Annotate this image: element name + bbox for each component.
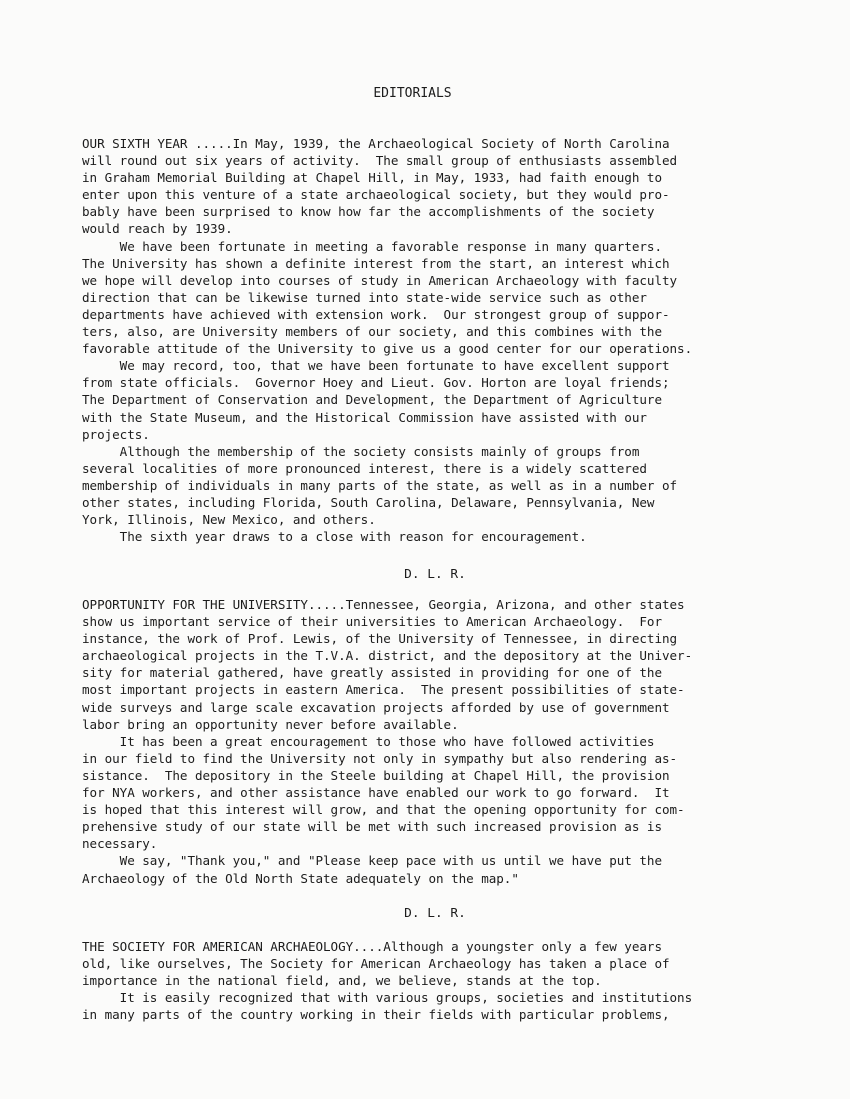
text-line: in many parts of the country working in their fields with particular problems,	[82, 1007, 670, 1023]
editorial-opportunity-university	[82, 596, 782, 887]
text-line: we hope will develop into courses of study in American Archaeology with faculty	[82, 272, 678, 288]
text-line: direction that can be likewise turned into state-wide service such as other	[82, 289, 647, 305]
text-line: prehensive study of our state will be met with such increased provision as is	[82, 819, 662, 835]
text-line: membership of individuals in many parts of the state, as well as in a number of	[82, 477, 678, 493]
signature-2: D. L. R.	[404, 906, 466, 921]
text-line: wide surveys and large scale excavation projects afforded by use of government	[82, 699, 670, 715]
text-line: is hoped that this interest will grow, and that the opening opportunity for com-	[82, 802, 685, 818]
text-line: Although the membership of the society consists mainly of groups from	[82, 443, 640, 459]
text-line: necessary.	[82, 836, 158, 852]
text-line: favorable attitude of the University to give us a good center for our operations.	[82, 341, 693, 357]
page-title: EDITORIALS	[373, 86, 452, 101]
text-line: The sixth year draws to a close with reason for encouragement.	[82, 529, 587, 545]
text-line: Archaeology of the Old North State adequately on the map."	[82, 870, 519, 886]
text-line: most important projects in eastern America. The present possibilities of state-	[82, 682, 685, 698]
text-line: several localities of more pronounced interest, there is a widely scattered	[82, 460, 647, 476]
text-line: archaeological projects in the T.V.A. district, and the depository at the Univer-	[82, 648, 693, 664]
text-line: other states, including Florida, South Carolina, Delaware, Pennsylvania, New	[82, 494, 655, 510]
text-line: OUR SIXTH YEAR .....In May, 1939, the Archaeological Society of North Carolina	[82, 136, 670, 151]
text-line: in our field to find the University not only in sympathy but also rendering as-	[82, 750, 678, 766]
text-line: The University has shown a definite interest from the start, an interest which	[82, 255, 670, 271]
text-line: would reach by 1939.	[82, 221, 233, 237]
text-line: sity for material gathered, have greatly assisted in providing for one of the	[82, 665, 662, 681]
text-line: It is easily recognized that with various groups, societies and institutions	[82, 990, 693, 1006]
text-line: with the State Museum, and the Historical Commission have assisted with our	[82, 409, 647, 425]
text-line: labor bring an opportunity never before available.	[82, 716, 459, 732]
text-line: for NYA workers, and other assistance have enabled our work to go forward. It	[82, 785, 670, 801]
text-line: THE SOCIETY FOR AMERICAN ARCHAEOLOGY....Although a youngster only a few years	[82, 939, 662, 954]
text-line: show us important service of their universities to American Archaeology. For	[82, 614, 662, 630]
editorial-sixth-year	[82, 135, 782, 545]
text-line: It has been a great encouragement to those who have followed activities	[82, 733, 655, 749]
text-line: We have been fortunate in meeting a favorable response in many quarters.	[82, 238, 662, 254]
signature-1: D. L. R.	[404, 567, 466, 582]
text-line: OPPORTUNITY FOR THE UNIVERSITY.....Tennessee, Georgia, Arizona, and other states	[82, 597, 685, 612]
text-line: departments have achieved with extension work. Our strongest group of suppor-	[82, 306, 670, 322]
text-line: will round out six years of activity. The small group of enthusiasts assembled	[82, 153, 678, 169]
text-line: in Graham Memorial Building at Chapel Hill, in May, 1933, had faith enough to	[82, 170, 662, 186]
text-line: bably have been surprised to know how far the accomplishments of the society	[82, 204, 655, 220]
text-line: from state officials. Governor Hoey and Lieut. Gov. Horton are loyal friends;	[82, 375, 670, 391]
text-line: We may record, too, that we have been fortunate to have excellent support	[82, 358, 670, 374]
text-line: importance in the national field, and, we believe, stands at the top.	[82, 973, 602, 989]
text-line: We say, "Thank you," and "Please keep pace with us until we have put the	[82, 853, 662, 869]
text-line: ters, also, are University members of our society, and this combines with the	[82, 324, 662, 340]
text-line: enter upon this venture of a state archaeological society, but they would pro-	[82, 187, 670, 203]
text-line: old, like ourselves, The Society for American Archaeology has taken a place of	[82, 956, 670, 972]
text-line: York, Illinois, New Mexico, and others.	[82, 512, 376, 528]
text-line: projects.	[82, 426, 150, 442]
text-line: instance, the work of Prof. Lewis, of the University of Tennessee, in directing	[82, 631, 678, 647]
editorial-society-american-archaeology	[82, 938, 782, 1023]
text-line: sistance. The depository in the Steele building at Chapel Hill, the provision	[82, 767, 670, 783]
text-line: The Department of Conservation and Development, the Department of Agriculture	[82, 392, 662, 408]
